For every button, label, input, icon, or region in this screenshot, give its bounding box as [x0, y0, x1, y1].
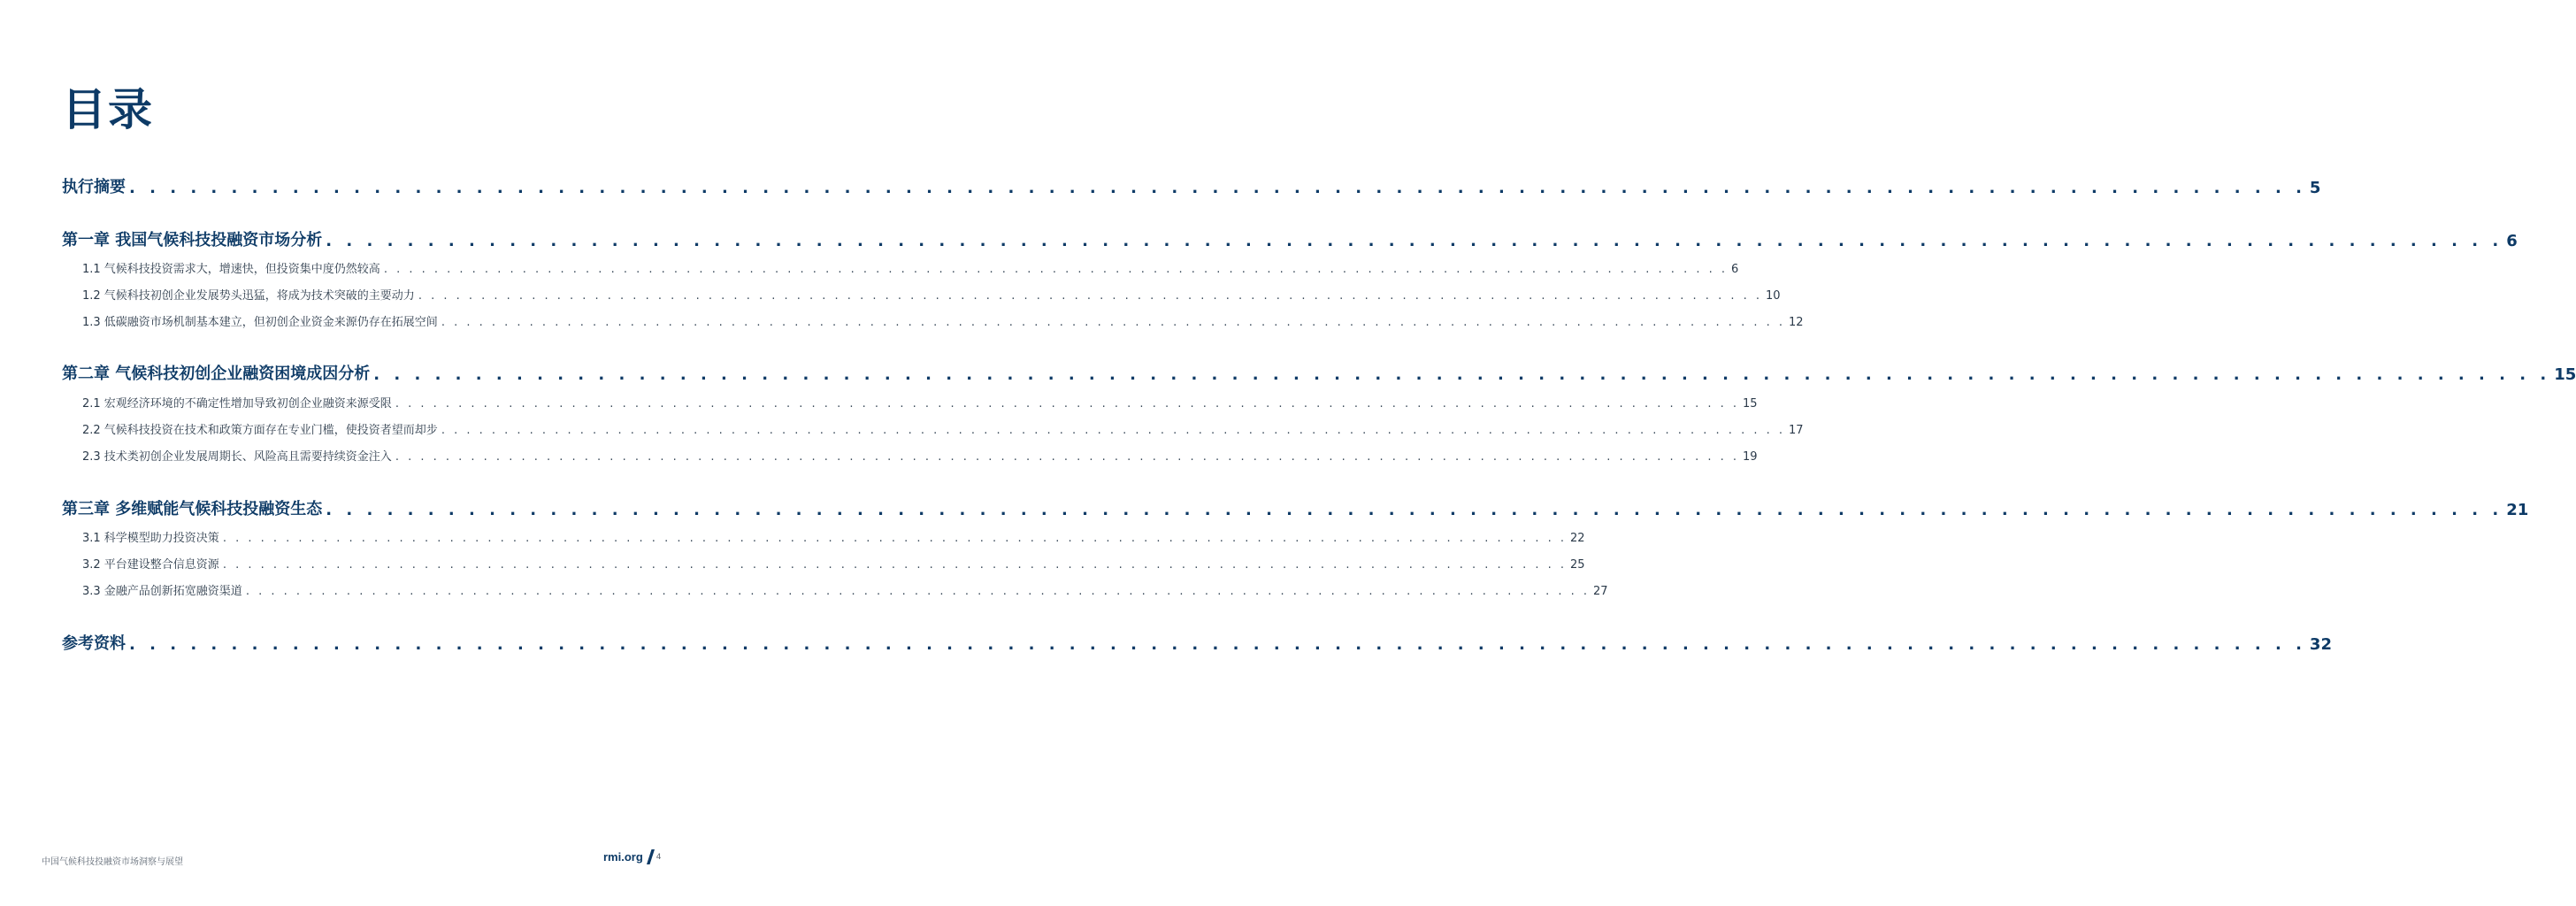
slash-divider-icon [647, 849, 655, 864]
toc-page-number: 21 [2506, 501, 2529, 519]
dot-leader: . . . . . . . . . . . . . . . . . . . . . . . . . . . . . . . . . . . . . . . . . . . . . . . . . . . . . . . . . . . . . . . . . . . . . . . . . . . . . . . . . . . . . . . . . . . . . . . . . . . . . . . . . . . [373, 365, 2551, 384]
toc-entry-2-1[interactable] [82, 393, 1758, 411]
dot-leader: . . . . . . . . . . . . . . . . . . . . . . . . . . . . . . . . . . . . . . . . . . . . . . . . . . . . . . . . . . . . . . . . . . . . . . . . . . . . . . . . . . . . . . . . . . . . . . . . . . . . . . . . . . . [383, 263, 1728, 276]
toc-page-number: 15 [2554, 365, 2576, 384]
toc-entry-label: 2.1 宏观经济环境的不确定性增加导致初创企业融资来源受限 [82, 397, 392, 411]
toc-entry-label: 1.2 气候科技初创企业发展势头迅猛，将成为技术突破的主要动力 [82, 289, 415, 303]
toc-page-number: 15 [1743, 397, 1758, 411]
toc-entry-3-2[interactable] [82, 554, 1585, 572]
footer-report-title: 中国气候科技投融资市场洞察与展望 [42, 857, 183, 867]
toc-entry-label: 第二章 气候科技初创企业融资困境成因分析 [62, 365, 371, 383]
footer-branding [603, 849, 662, 864]
toc-entry-summary[interactable] [62, 174, 2321, 197]
toc-entry-chapter-3[interactable] [62, 496, 2529, 519]
toc-entry-1-2[interactable] [82, 285, 1781, 303]
toc-entry-label: 2.2 气候科技投资在技术和政策方面存在专业门槛，使投资者望而却步 [82, 424, 438, 437]
toc-entry-references[interactable] [62, 631, 2332, 654]
toc-page-number: 10 [1766, 289, 1781, 303]
dot-leader: . . . . . . . . . . . . . . . . . . . . . . . . . . . . . . . . . . . . . . . . . . . . . . . . . . . . . . . . . . . . . . . . . . . . . . . . . . . . . . . . . . . . . . . . . . . . . . . . . . . . . . . . . . . [326, 232, 2503, 250]
toc-entry-label: 1.3 低碳融资市场机制基本建立，但初创企业资金来源仍存在拓展空间 [82, 316, 438, 329]
toc-page-number: 27 [1593, 585, 1608, 598]
toc-entry-1-3[interactable] [82, 311, 1804, 329]
dot-leader: . . . . . . . . . . . . . . . . . . . . . . . . . . . . . . . . . . . . . . . . . . . . . . . . . . . . . . . . . . . . . . . . . . . . . . . . . . . . . . . . . . . . . . . . . . . . . . . . . . . . . . . . . . . [222, 558, 1567, 572]
toc-page-number: 22 [1570, 532, 1585, 545]
toc-entry-label: 3.1 科学模型助力投资决策 [82, 532, 219, 545]
toc-page-number: 6 [2506, 232, 2518, 250]
rmi-logo[interactable]: rmi.org [603, 850, 643, 864]
toc-entry-label: 第三章 多维赋能气候科技投融资生态 [62, 500, 323, 518]
toc-entry-label: 2.3 技术类初创企业发展周期长、风险高且需要持续资金注入 [82, 450, 392, 464]
toc-entry-label: 1.1 气候科技投资需求大，增速快，但投资集中度仍然较高 [82, 263, 380, 276]
toc-page-number: 17 [1789, 424, 1804, 437]
toc-page-number: 32 [2309, 635, 2332, 654]
toc-entry-label: 3.3 金融产品创新拓宽融资渠道 [82, 585, 242, 598]
dot-leader: . . . . . . . . . . . . . . . . . . . . . . . . . . . . . . . . . . . . . . . . . . . . . . . . . . . . . . . . . . . . . . . . . . . . . . . . . . . . . . . . . . . . . . . . . . . . . . . . . . . . . . . . . . . [245, 585, 1590, 598]
toc-entry-label: 3.2 平台建设整合信息资源 [82, 558, 219, 572]
dot-leader: . . . . . . . . . . . . . . . . . . . . . . . . . . . . . . . . . . . . . . . . . . . . . . . . . . . . . . . . . . . . . . . . . . . . . . . . . . . . . . . . . . . . . . . . . . . . . . . . . . . . . . . . . . . [441, 424, 1785, 437]
toc-entry-label: 第一章 我国气候科技投融资市场分析 [62, 231, 323, 250]
page-title: 目录 [62, 84, 154, 135]
dot-leader: . . . . . . . . . . . . . . . . . . . . . . . . . . . . . . . . . . . . . . . . . . . . . . . . . . . . . . . . . . . . . . . . . . . . . . . . . . . . . . . . . . . . . . . . . . . . . . . . . . . . . . . . . . . [326, 501, 2503, 519]
toc-page-number: 5 [2309, 179, 2321, 197]
toc-entry-1-1[interactable] [82, 258, 1739, 276]
toc-entry-3-1[interactable] [82, 527, 1585, 545]
dot-leader: . . . . . . . . . . . . . . . . . . . . . . . . . . . . . . . . . . . . . . . . . . . . . . . . . . . . . . . . . . . . . . . . . . . . . . . . . . . . . . . . . . . . . . . . . . . . . . . . . . . . . . . . . . . [222, 532, 1567, 545]
page-number: 4 [656, 852, 662, 862]
dot-leader: . . . . . . . . . . . . . . . . . . . . . . . . . . . . . . . . . . . . . . . . . . . . . . . . . . . . . . . . . . . . . . . . . . . . . . . . . . . . . . . . . . . . . . . . . . . . . . . . . . . . . . . . . . . [129, 179, 2306, 197]
toc-entry-label: 参考资料 [62, 634, 126, 653]
dot-leader: . . . . . . . . . . . . . . . . . . . . . . . . . . . . . . . . . . . . . . . . . . . . . . . . . . . . . . . . . . . . . . . . . . . . . . . . . . . . . . . . . . . . . . . . . . . . . . . . . . . . . . . . . . . [395, 397, 1739, 411]
dot-leader: . . . . . . . . . . . . . . . . . . . . . . . . . . . . . . . . . . . . . . . . . . . . . . . . . . . . . . . . . . . . . . . . . . . . . . . . . . . . . . . . . . . . . . . . . . . . . . . . . . . . . . . . . . . [395, 450, 1739, 464]
toc-page-number: 25 [1570, 558, 1585, 572]
toc-page-number: 6 [1731, 263, 1739, 276]
dot-leader: . . . . . . . . . . . . . . . . . . . . . . . . . . . . . . . . . . . . . . . . . . . . . . . . . . . . . . . . . . . . . . . . . . . . . . . . . . . . . . . . . . . . . . . . . . . . . . . . . . . . . . . . . . . [441, 316, 1785, 329]
dot-leader: . . . . . . . . . . . . . . . . . . . . . . . . . . . . . . . . . . . . . . . . . . . . . . . . . . . . . . . . . . . . . . . . . . . . . . . . . . . . . . . . . . . . . . . . . . . . . . . . . . . . . . . . . . . [418, 289, 1762, 303]
toc-entry-label: 执行摘要 [62, 178, 126, 196]
dot-leader: . . . . . . . . . . . . . . . . . . . . . . . . . . . . . . . . . . . . . . . . . . . . . . . . . . . . . . . . . . . . . . . . . . . . . . . . . . . . . . . . . . . . . . . . . . . . . . . . . . . . . . . . . . . [129, 635, 2306, 654]
toc-entry-2-2[interactable] [82, 419, 1804, 437]
toc-entry-3-3[interactable] [82, 580, 1608, 598]
toc-entry-chapter-2[interactable] [62, 361, 2576, 384]
toc-entry-2-3[interactable] [82, 446, 1758, 464]
toc-page-number: 19 [1743, 450, 1758, 464]
toc-entry-chapter-1[interactable] [62, 227, 2518, 250]
toc-page-number: 12 [1789, 316, 1804, 329]
